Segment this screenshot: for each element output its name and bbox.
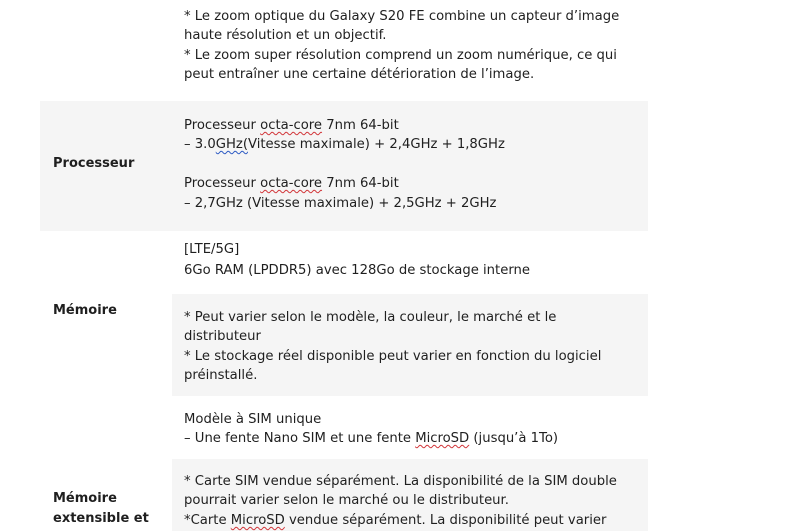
- extensible-note-line: [184, 511, 606, 531]
- memory-config: 6Go RAM (LPDDR5) avec 128Go de stockage interne: [184, 263, 530, 278]
- grammar-check-word: GHz(: [215, 137, 248, 152]
- zoom-note-line: * Le zoom super résolution comprend un zoom numérique, ce qui: [184, 48, 617, 63]
- spec-text: – 3.0: [184, 137, 216, 152]
- memory-network: [LTE/5G]: [184, 242, 240, 257]
- spellcheck-word: octa-core: [260, 118, 323, 133]
- spellcheck-word: MicroSD: [415, 431, 470, 446]
- memory-note-line: préinstallé.: [184, 368, 258, 383]
- spec-text: *Carte: [184, 513, 231, 528]
- spec-text: Vitesse maximale) + 2,4GHz + 1,8GHz: [247, 137, 505, 152]
- sim-model: Modèle à SIM unique: [184, 412, 322, 427]
- spec-text: vendue séparément. La disponibilité peut varier: [284, 513, 607, 528]
- zoom-note-line: haute résolution et un objectif.: [184, 28, 387, 43]
- spellcheck-word: MicroSD: [230, 513, 285, 528]
- processor-spec-1: [184, 116, 399, 136]
- processor-frequency-2: – 2,7GHz (Vitesse maximale) + 2,5GHz + 2GHz: [184, 196, 497, 211]
- spec-text: Processeur: [184, 118, 261, 133]
- extensible-label-line-2: extensible et: [53, 511, 149, 526]
- extensible-note-line: pourrait varier selon le marché ou le distributeur.: [184, 493, 509, 508]
- processor-label: Processeur: [53, 156, 135, 171]
- spec-text: 7nm 64-bit: [322, 176, 399, 191]
- processor-frequency-1: [184, 135, 505, 155]
- memory-note-line: distributeur: [184, 329, 261, 344]
- spec-text: – Une fente Nano SIM et une fente: [184, 431, 416, 446]
- extensible-note-line: * Carte SIM vendue séparément. La disponibilité de la SIM double: [184, 474, 617, 489]
- slot-description: [184, 429, 558, 449]
- spec-text: 7nm 64-bit: [322, 118, 399, 133]
- extensible-label-line-1: Mémoire: [53, 491, 117, 506]
- memory-label: Mémoire: [53, 303, 117, 318]
- spellcheck-word: octa-core: [260, 176, 323, 191]
- memory-note-line: * Le stockage réel disponible peut varier en fonction du logiciel: [184, 349, 602, 364]
- zoom-note-line: peut entraîner une certaine détérioration de l’image.: [184, 67, 535, 82]
- spec-text: Processeur: [184, 176, 261, 191]
- spec-text: (jusqu’à 1To): [469, 431, 559, 446]
- processor-spec-2: [184, 174, 399, 194]
- zoom-note-line: * Le zoom optique du Galaxy S20 FE combine un capteur d’image: [184, 9, 620, 24]
- memory-note-line: * Peut varier selon le modèle, la couleur, le marché et le: [184, 310, 557, 325]
